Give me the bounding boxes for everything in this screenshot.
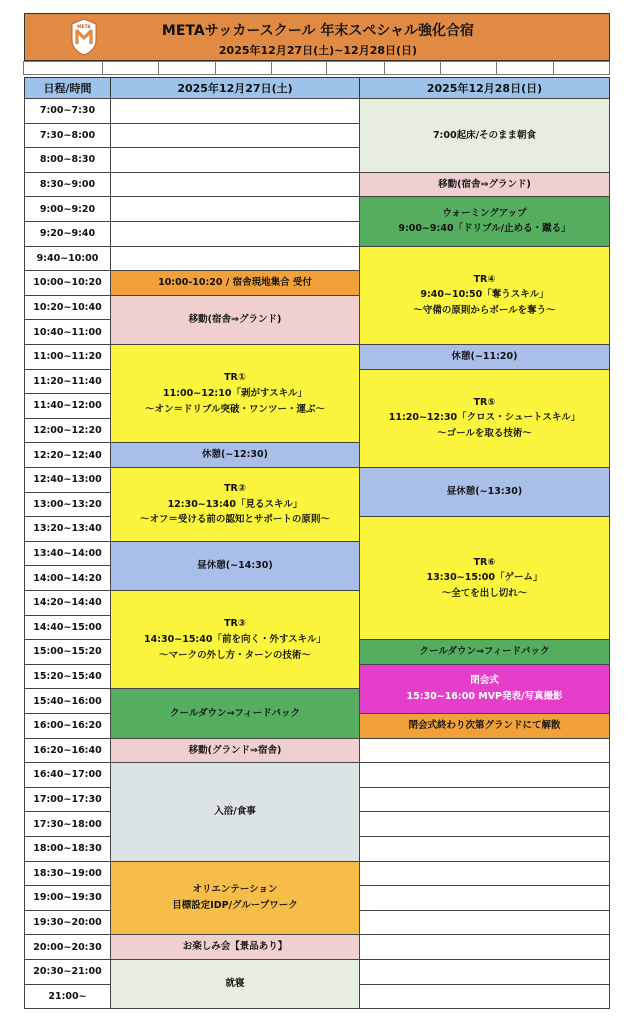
event-text-line: 休憩(~11:20) — [451, 350, 518, 362]
time-slot-label: 11:40~12:00 — [24, 393, 111, 419]
time-slot-label: 12:20~12:40 — [24, 442, 111, 468]
event-text-line: 13:30~15:00「ゲーム」 — [426, 572, 543, 584]
day2-empty-cell — [359, 811, 610, 837]
event-text-line: 入浴/食事 — [214, 806, 256, 818]
time-slot-label: 8:30~9:00 — [24, 172, 111, 198]
header-banner — [24, 13, 610, 61]
day1-event-block — [110, 590, 360, 689]
event-text-line: 7:00起床/そのまま朝食 — [432, 129, 537, 141]
event-text-line: 休憩(~12:30) — [202, 449, 268, 461]
day2-empty-cell — [359, 885, 610, 911]
day2-event-block — [359, 246, 610, 345]
event-text-line: 11:00~12:10「剥がすスキル」 — [163, 387, 307, 399]
event-text-line: 閉会式終わり次第グランドにて解散 — [408, 719, 561, 731]
event-text-line: ～全てを出し切れ～ — [441, 588, 528, 600]
event-text-line: TR⑥ — [473, 556, 496, 568]
event-text-line: 10:00-10:20 / 宿舎現地集合 受付 — [158, 277, 312, 289]
event-text-line: ～マークの外し方・ターンの技術～ — [159, 649, 311, 661]
day2-empty-cell — [359, 787, 610, 813]
day2-empty-cell — [359, 934, 610, 960]
time-slot-label: 15:20~15:40 — [24, 664, 111, 690]
event-text-line: お楽しみ会【景品あり】 — [182, 941, 288, 953]
event-text-line: 昼休憩(~13:30) — [446, 486, 523, 498]
time-slot-label: 15:40~16:00 — [24, 688, 111, 714]
event-text-line: 15:30~16:00 MVP発表/写真撮影 — [406, 690, 563, 702]
day1-event-block — [110, 344, 360, 443]
day2-empty-cell — [359, 959, 610, 985]
event-text-line: 14:30~15:40「前を向く・外すスキル」 — [144, 633, 326, 645]
day1-event-block — [110, 934, 360, 960]
day2-event-block — [359, 344, 610, 370]
event-text-line: 9:40~10:50「奪うスキル」 — [420, 289, 549, 301]
time-slot-label: 13:20~13:40 — [24, 516, 111, 542]
event-text-line: 目標設定IDP/グループワーク — [172, 899, 298, 911]
event-text-line: 就寝 — [225, 978, 245, 990]
day2-empty-cell — [359, 762, 610, 788]
day1-event-block — [110, 541, 360, 591]
time-slot-label: 16:00~16:20 — [24, 713, 111, 739]
event-text-line: 移動(宿舎⇒グランド) — [188, 314, 282, 326]
time-slot-label: 20:30~21:00 — [24, 959, 111, 985]
day1-event-block — [110, 295, 360, 345]
event-text-line: TR⑤ — [473, 396, 496, 408]
day1-empty-cell — [110, 172, 360, 198]
day1-event-block — [110, 861, 360, 936]
time-slot-label: 18:30~19:00 — [24, 861, 111, 887]
day2-event-block — [359, 172, 610, 198]
event-text-line: 移動(宿舎⇒グランド) — [438, 178, 531, 190]
day1-event-block — [110, 738, 360, 764]
time-slot-label: 17:00~17:30 — [24, 787, 111, 813]
event-text-line: ～オン＝ドリブル突破・ワンツー・運ぶ～ — [144, 403, 326, 415]
event-text-line: 閉会式 — [470, 675, 499, 687]
time-slot-label: 9:40~10:00 — [24, 246, 111, 272]
event-text-line: 11:20~12:30「クロス・シュートスキル」 — [388, 412, 581, 424]
page-title: METAサッカースクール 年末スペシャル強化合宿 — [161, 23, 475, 39]
time-slot-label: 14:00~14:20 — [24, 565, 111, 591]
day1-event-block — [110, 959, 360, 1009]
day1-event-block — [110, 467, 360, 542]
day1-empty-cell — [110, 98, 360, 124]
logo-text: META — [77, 25, 91, 30]
blank-row-strip — [24, 61, 610, 75]
time-slot-label: 18:00~18:30 — [24, 836, 111, 862]
day2-event-block — [359, 516, 610, 640]
time-slot-label: 20:00~20:30 — [24, 934, 111, 960]
time-slot-label: 9:00~9:20 — [24, 196, 111, 222]
day2-empty-cell — [359, 861, 610, 887]
time-slot-label: 14:40~15:00 — [24, 615, 111, 641]
time-slot-label: 14:20~14:40 — [24, 590, 111, 616]
time-slot-label: 11:20~11:40 — [24, 369, 111, 395]
event-text-line: 移動(グランド⇒宿舎) — [188, 744, 282, 756]
day1-event-block — [110, 762, 360, 861]
time-slot-label: 10:20~10:40 — [24, 295, 111, 321]
time-slot-label: 12:40~13:00 — [24, 467, 111, 493]
day1-event-block — [110, 270, 360, 296]
time-slot-label: 16:40~17:00 — [24, 762, 111, 788]
time-slot-label: 21:00~ — [24, 984, 111, 1010]
event-text-line: オリエンテーション — [192, 884, 278, 896]
event-text-line: ～ゴールを取る技術～ — [437, 428, 532, 440]
time-slot-label: 19:30~20:00 — [24, 910, 111, 936]
day2-empty-cell — [359, 738, 610, 764]
event-text-line: TR③ — [224, 618, 246, 630]
event-text-line: 昼休憩(~14:30) — [197, 560, 273, 572]
time-slot-label: 7:00~7:30 — [24, 98, 111, 124]
day1-empty-cell — [110, 196, 360, 222]
time-slot-label: 13:00~13:20 — [24, 492, 111, 518]
day2-event-block — [359, 713, 610, 739]
time-slot-label: 8:00~8:30 — [24, 147, 111, 173]
time-slot-label: 12:00~12:20 — [24, 418, 111, 444]
day2-empty-cell — [359, 910, 610, 936]
day2-empty-cell — [359, 984, 610, 1010]
event-text-line: TR① — [224, 372, 246, 384]
day1-event-block — [110, 442, 360, 468]
event-text-line: ～オフ＝受ける前の認知とサポートの原則～ — [140, 514, 330, 526]
day2-event-block — [359, 196, 610, 246]
time-slot-label: 13:40~14:00 — [24, 541, 111, 567]
time-slot-label: 10:00~10:20 — [24, 270, 111, 296]
day2-event-block — [359, 467, 610, 517]
time-slot-label: 11:00~11:20 — [24, 344, 111, 370]
time-slot-label: 10:40~11:00 — [24, 319, 111, 345]
day1-event-block — [110, 688, 360, 738]
day1-empty-cell — [110, 147, 360, 173]
event-text-line: クールダウン→フィードバック — [419, 646, 550, 658]
page-subtitle: 2025年12月27日(土)~12月28日(日) — [218, 44, 418, 57]
day1-empty-cell — [110, 246, 360, 272]
day2-empty-cell — [359, 836, 610, 862]
time-slot-label: 17:30~18:00 — [24, 811, 111, 837]
time-slot-label: 19:00~19:30 — [24, 885, 111, 911]
event-text-line: TR④ — [473, 273, 496, 285]
time-slot-label: 16:20~16:40 — [24, 738, 111, 764]
time-slot-label: 9:20~9:40 — [24, 221, 111, 247]
event-text-line: TR② — [224, 482, 246, 494]
time-slot-label: 7:30~8:00 — [24, 123, 111, 149]
day2-event-block — [359, 639, 610, 665]
event-text-line: ～守備の原則からボールを奪う～ — [413, 305, 556, 317]
event-text-line: ウォーミングアップ — [442, 207, 527, 219]
event-text-line: 9:00~9:40「ドリブル/止める・蹴る」 — [398, 223, 571, 235]
event-text-line: クールダウン→フィードバック — [170, 707, 300, 719]
day2-event-block — [359, 98, 610, 173]
time-column-header: 日程/時間 — [24, 77, 111, 99]
day2-event-block — [359, 664, 610, 714]
time-slot-label: 15:00~15:20 — [24, 639, 111, 665]
day1-empty-cell — [110, 221, 360, 247]
event-text-line: 12:30~13:40「見るスキル」 — [167, 498, 303, 510]
day2-column-header: 2025年12月28日(日) — [359, 77, 610, 99]
day1-column-header: 2025年12月27日(土) — [110, 77, 360, 99]
day1-empty-cell — [110, 123, 360, 149]
schedule-sheet — [24, 13, 610, 1009]
day2-event-block — [359, 369, 610, 468]
